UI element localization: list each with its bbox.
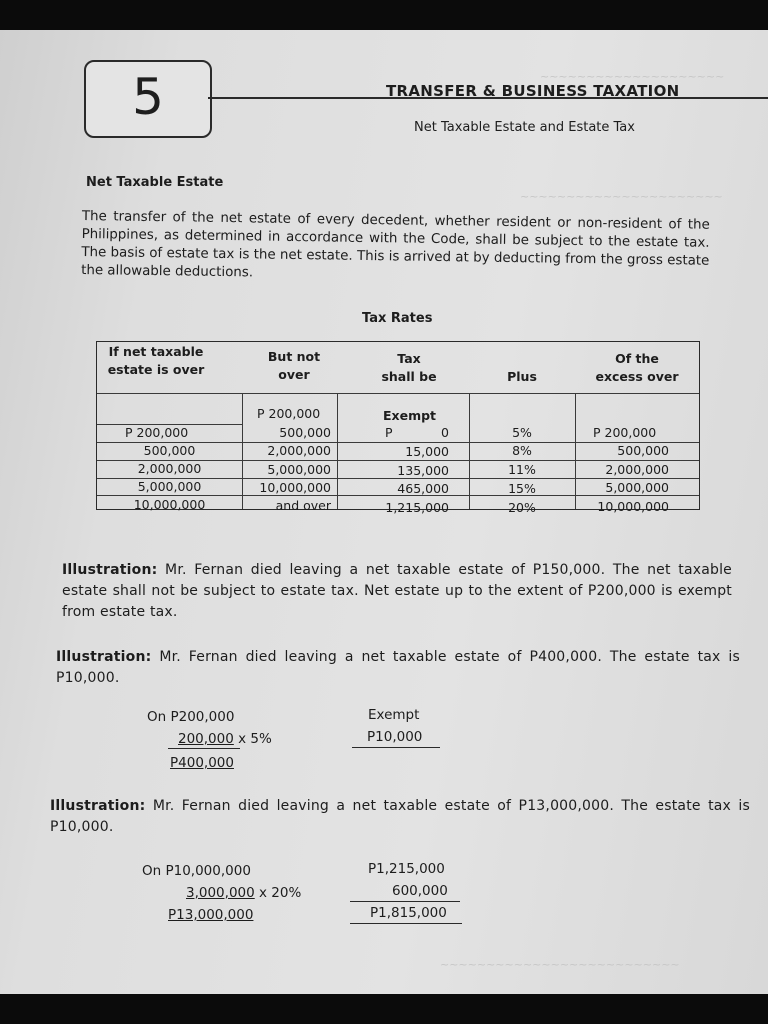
calc-2-line1-right: Exempt <box>368 707 420 723</box>
table-rule <box>242 393 243 509</box>
calc-3-line2-right: 600,000 <box>392 883 448 899</box>
calc-2-line2-left: 200,000 x 5% <box>178 731 272 747</box>
cell-but-not-over: 5,000,000 <box>267 462 331 477</box>
illustration-3 <box>50 796 750 838</box>
chapter-number: 5 <box>132 68 164 126</box>
header-excess-over: Of the excess over <box>595 351 679 384</box>
cell-excess: 500,000 <box>617 443 669 458</box>
header-plus: Plus <box>507 369 537 384</box>
cell-but-not-over: 500,000 <box>279 425 331 440</box>
illustration-label: Illustration: <box>62 562 158 578</box>
cell-but-not-over: 10,000,000 <box>259 480 331 495</box>
cell-excess: 10,000,000 <box>597 499 669 514</box>
calc-3-line3-left: P13,000,000 <box>168 907 254 923</box>
cell-tax: 15,000 <box>405 444 449 459</box>
show-through-text: ~~~~~~~~~~~~~~~~~~~~~~ <box>520 190 723 203</box>
illustration-text: Mr. Fernan died leaving a net taxable estate of P150,000. The net taxable estate shall not be subject to estate tax. Net estate up to the extent of P200,000 is exempt from estate tax. <box>62 562 732 620</box>
cell-tax: 1,215,000 <box>385 500 449 515</box>
cell-excess: 2,000,000 <box>605 462 669 477</box>
intro-paragraph: The transfer of the net estate of every decedent, whether resident or non-resident of the Philippines, as determined in accordance with the Code, shall be subject to the estate tax. The basis of estate tax is the net estate. This is arrived at by deducting from the gross estate the allowable deductions. <box>81 208 710 281</box>
cell-but-not-over: 2,000,000 <box>267 443 331 458</box>
calc-3-line1-left: On P10,000,000 <box>142 863 251 879</box>
calc-underline <box>350 923 462 924</box>
cell-but-not-over: and over <box>275 498 331 513</box>
chapter-subtitle: Net Taxable Estate and Estate Tax <box>414 120 635 135</box>
cell-plus: 15% <box>508 481 536 496</box>
cell-tax: 465,000 <box>397 481 449 496</box>
header-tax: Tax shall be <box>381 351 437 384</box>
cell-over: 500,000 <box>143 443 196 458</box>
calc-3-line3-right: P1,815,000 <box>370 905 447 921</box>
cell-but-not-over: P 200,000 <box>257 406 321 421</box>
cell-plus: 8% <box>512 443 532 458</box>
table-rule <box>575 393 576 509</box>
calc-3-line1-right: P1,215,000 <box>368 861 445 877</box>
table-rule <box>97 393 699 394</box>
cell-tax: 135,000 <box>397 463 449 478</box>
show-through-text: ~~~~~~~~~~~~~~~~~~~~ <box>540 70 725 83</box>
chapter-number-box <box>84 60 212 138</box>
cell-excess: 5,000,000 <box>605 480 669 495</box>
cell-tax: 0 <box>441 425 449 440</box>
illustration-1 <box>62 560 732 623</box>
illustration-label: Illustration: <box>56 649 152 665</box>
header-over: If net taxable estate is over <box>107 344 205 377</box>
cell-plus: 20% <box>508 500 536 515</box>
cell-over: 5,000,000 <box>137 479 202 494</box>
calc-underline <box>168 748 240 749</box>
calc-2-line1-left: On P200,000 <box>147 709 235 725</box>
illustration-text: Mr. Fernan died leaving a net taxable estate of P13,000,000. The estate tax is P10,000. <box>50 798 750 835</box>
cell-plus: 11% <box>508 462 536 477</box>
tax-rates-table <box>96 341 700 515</box>
cell-tax-exempt: Exempt <box>383 408 437 423</box>
illustration-2 <box>56 647 740 689</box>
calc-underline <box>350 901 460 902</box>
cell-over: 2,000,000 <box>137 461 202 476</box>
section-heading: Net Taxable Estate <box>86 175 224 190</box>
cell-plus: 5% <box>512 425 532 440</box>
cell-over: 10,000,000 <box>133 497 206 512</box>
table-title: Tax Rates <box>362 311 433 326</box>
calc-underline <box>352 747 440 748</box>
show-through-text: ~~~~~~~~~~~~~~~~~~~~~~~~~~ <box>440 958 680 971</box>
calc-2-line2-right: P10,000 <box>367 729 423 745</box>
header-but-not-over: But not over <box>267 349 321 382</box>
cell-over: P 200,000 <box>125 425 189 440</box>
illustration-text: Mr. Fernan died leaving a net taxable estate of P400,000. The estate tax is P10,000. <box>56 649 740 686</box>
calc-2-line3-left: P400,000 <box>170 755 234 771</box>
calc-3-line2-left: 3,000,000 x 20% <box>186 885 302 901</box>
cell-tax-prefix: P <box>385 425 393 440</box>
cell-excess: P 200,000 <box>593 425 657 440</box>
chapter-title: TRANSFER & BUSINESS TAXATION <box>386 82 680 100</box>
table-rule <box>337 393 338 509</box>
illustration-label: Illustration: <box>50 798 146 814</box>
